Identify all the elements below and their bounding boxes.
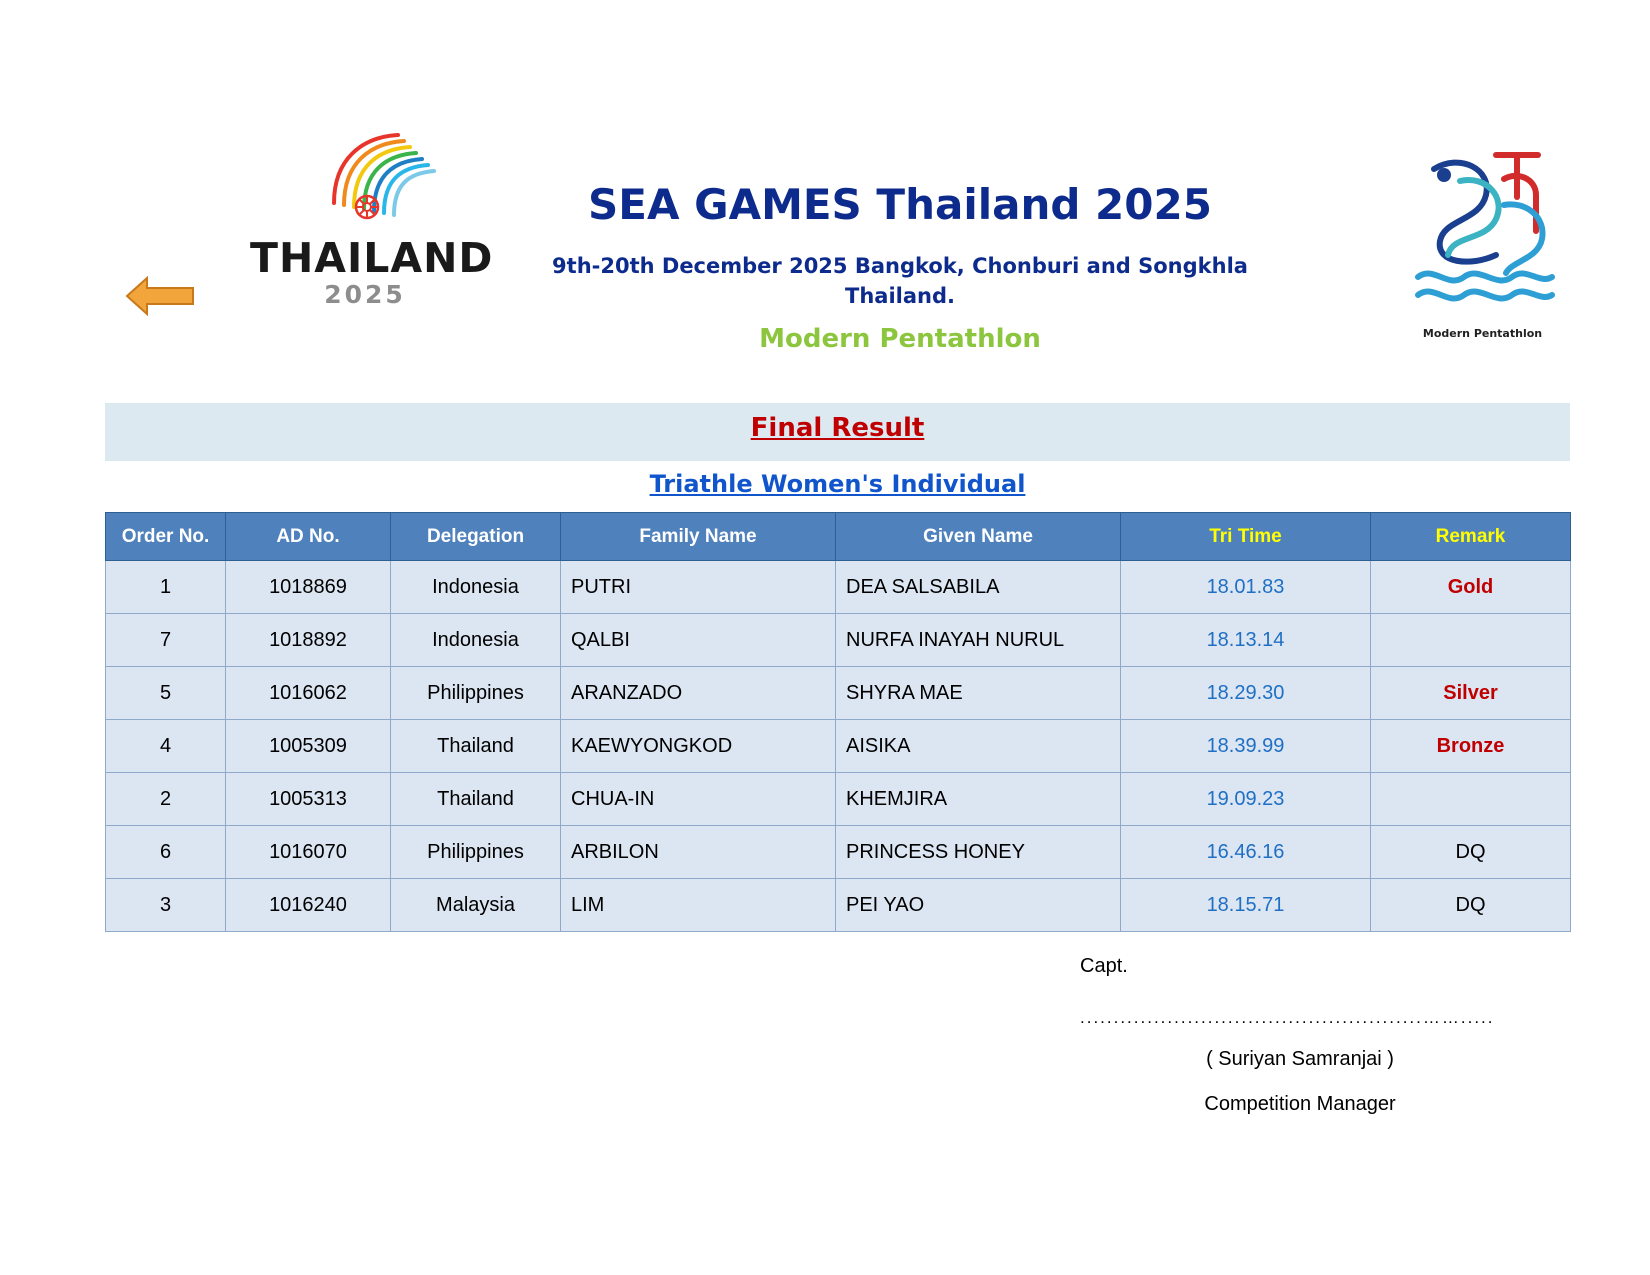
cell-delegation: Malaysia bbox=[391, 879, 561, 932]
cell-tri-time: 19.09.23 bbox=[1121, 773, 1371, 826]
cell-remark: Silver bbox=[1371, 667, 1571, 720]
signature-block bbox=[1080, 955, 1520, 1116]
event-dates-line2: Thailand. bbox=[845, 284, 955, 309]
cell-ad-no: 1018892 bbox=[226, 614, 391, 667]
cell-order: 6 bbox=[106, 826, 226, 879]
cell-remark bbox=[1371, 614, 1571, 667]
column-header-delegation: Delegation bbox=[391, 513, 561, 561]
table-row bbox=[106, 879, 1571, 932]
cell-remark: Gold bbox=[1371, 561, 1571, 614]
cell-tri-time: 18.39.99 bbox=[1121, 720, 1371, 773]
cell-given-name: DEA SALSABILA bbox=[836, 561, 1121, 614]
cell-delegation: Thailand bbox=[391, 773, 561, 826]
column-header-remark: Remark bbox=[1371, 513, 1571, 561]
cell-given-name: PRINCESS HONEY bbox=[836, 826, 1121, 879]
table-row bbox=[106, 561, 1571, 614]
cell-given-name: KHEMJIRA bbox=[836, 773, 1121, 826]
thailand-logo-year: 2025 bbox=[324, 280, 406, 309]
cell-family-name: PUTRI bbox=[561, 561, 836, 614]
final-result-label: Final Result bbox=[750, 413, 925, 443]
final-result-banner bbox=[105, 403, 1570, 461]
back-arrow-icon[interactable] bbox=[125, 272, 195, 320]
cell-tri-time: 18.15.71 bbox=[1121, 879, 1371, 932]
cell-remark bbox=[1371, 773, 1571, 826]
cell-delegation: Philippines bbox=[391, 826, 561, 879]
modern-pentathlon-logo bbox=[1400, 135, 1565, 345]
cell-given-name: AISIKA bbox=[836, 720, 1121, 773]
page-title: SEA GAMES Thailand 2025 bbox=[588, 180, 1212, 229]
table-row bbox=[106, 667, 1571, 720]
cell-ad-no: 1016062 bbox=[226, 667, 391, 720]
cell-remark: Bronze bbox=[1371, 720, 1571, 773]
cell-ad-no: 1016070 bbox=[226, 826, 391, 879]
table-header-row bbox=[106, 513, 1571, 561]
cell-family-name: CHUA-IN bbox=[561, 773, 836, 826]
cell-family-name: ARANZADO bbox=[561, 667, 836, 720]
cell-order: 5 bbox=[106, 667, 226, 720]
cell-tri-time: 18.13.14 bbox=[1121, 614, 1371, 667]
cell-family-name: QALBI bbox=[561, 614, 836, 667]
results-table bbox=[105, 512, 1571, 932]
signature-line: ...................................................……..... bbox=[1080, 1008, 1495, 1027]
table-row bbox=[106, 720, 1571, 773]
cell-delegation: Philippines bbox=[391, 667, 561, 720]
cell-family-name: KAEWYONGKOD bbox=[561, 720, 836, 773]
table-row bbox=[106, 826, 1571, 879]
cell-given-name: NURFA INAYAH NURUL bbox=[836, 614, 1121, 667]
cell-family-name: LIM bbox=[561, 879, 836, 932]
cell-given-name: PEI YAO bbox=[836, 879, 1121, 932]
column-header-given-name: Given Name bbox=[836, 513, 1121, 561]
column-header-family-name: Family Name bbox=[561, 513, 836, 561]
cell-tri-time: 16.46.16 bbox=[1121, 826, 1371, 879]
signature-name: ( Suriyan Samranjai ) bbox=[1206, 1048, 1394, 1070]
cell-tri-time: 18.01.83 bbox=[1121, 561, 1371, 614]
table-row bbox=[106, 614, 1571, 667]
cell-family-name: ARBILON bbox=[561, 826, 836, 879]
cell-order: 1 bbox=[106, 561, 226, 614]
signature-role: Competition Manager bbox=[1204, 1093, 1396, 1115]
cell-given-name: SHYRA MAE bbox=[836, 667, 1121, 720]
cell-remark: DQ bbox=[1371, 879, 1571, 932]
cell-delegation: Indonesia bbox=[391, 614, 561, 667]
cell-ad-no: 1005309 bbox=[226, 720, 391, 773]
table-row bbox=[106, 773, 1571, 826]
column-header-tri-time: Tri Time bbox=[1121, 513, 1371, 561]
event-dates-venue bbox=[520, 251, 1280, 312]
cell-ad-no: 1005313 bbox=[226, 773, 391, 826]
column-header-ad-no: AD No. bbox=[226, 513, 391, 561]
signature-rank: Capt. bbox=[1080, 955, 1128, 977]
cell-order: 3 bbox=[106, 879, 226, 932]
cell-delegation: Thailand bbox=[391, 720, 561, 773]
cell-remark: DQ bbox=[1371, 826, 1571, 879]
cell-order: 2 bbox=[106, 773, 226, 826]
cell-ad-no: 1018869 bbox=[226, 561, 391, 614]
event-name: Triathle Women's Individual bbox=[649, 470, 1026, 498]
cell-order: 7 bbox=[106, 614, 226, 667]
sport-name: Modern Pentathlon bbox=[759, 323, 1041, 354]
cell-order: 4 bbox=[106, 720, 226, 773]
title-block bbox=[520, 180, 1280, 354]
cell-ad-no: 1016240 bbox=[226, 879, 391, 932]
thailand-logo-wordmark: THAILAND bbox=[250, 234, 494, 282]
event-dates-line1: 9th-20th December 2025 Bangkok, Chonburi and Songkhla bbox=[552, 254, 1248, 278]
cell-tri-time: 18.29.30 bbox=[1121, 667, 1371, 720]
cell-delegation: Indonesia bbox=[391, 561, 561, 614]
pentathlon-logo-caption: Modern Pentathlon bbox=[1422, 327, 1543, 340]
column-header-order: Order No. bbox=[106, 513, 226, 561]
thailand-logo-mark bbox=[310, 125, 420, 230]
sea-games-thailand-logo bbox=[250, 125, 494, 340]
